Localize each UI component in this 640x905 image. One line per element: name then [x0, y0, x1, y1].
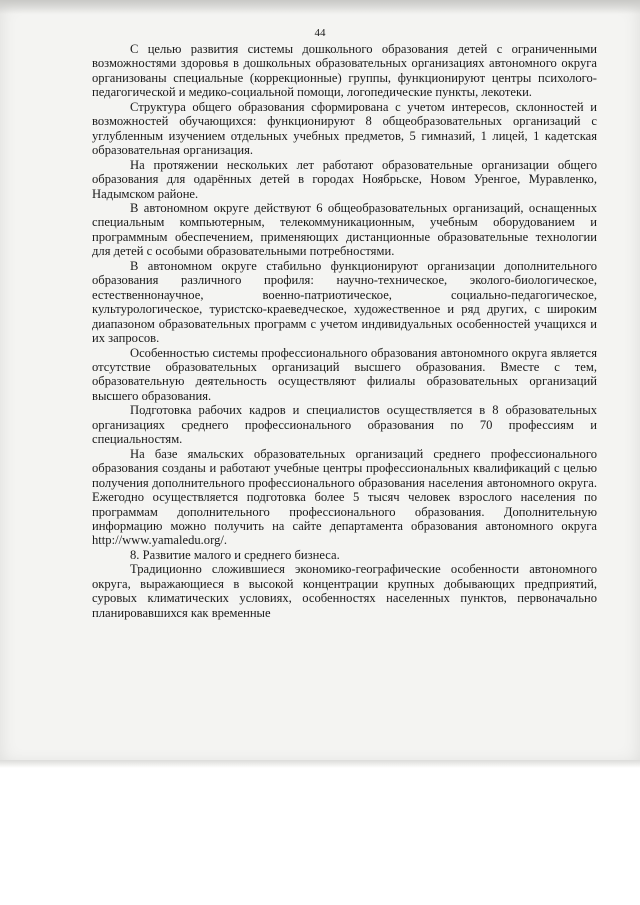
scan-bottom-edge [0, 760, 640, 768]
paragraph-workforce-training: Подготовка рабочих кадров и специалистов осуществляется в 8 образовательных организациях среднего профессионального образования по 70 профессиям и специальностям. [92, 403, 597, 447]
paragraph-economic-geography: Традиционно сложившиеся экономико-географические особенности автономного округа, выражающиеся в высокой концентрации крупных добывающих предприятий, суровых климатических условиях, особенностях населенных пунктов, первоначально планировавшихся как временные [92, 562, 597, 620]
paragraph-gifted-children: На протяжении нескольких лет работают образовательные организации общего образования для одарённых детей в городах Ноябрьске, Новом Уренгое, Муравленко, Надымском районе. [92, 157, 597, 201]
paragraph-qualification-centers: На базе ямальских образовательных организаций среднего профессионального образования созданы и работают учебные центры профессиональных квалификаций с целью получения дополнительного профессионального образования населения автономного округа. Ежегодно осуществляется подготовка более 5 тысяч человек взрослого населения по программам дополнительного профессионального образования. Дополнительную информацию можно получить на сайте департамента образования автономного округа http://www.yamaledu.org/. [92, 446, 597, 548]
paragraph-general-education-structure: Структура общего образования сформирована с учетом интересов, склонностей и возможностей обучающихся: функционируют 8 общеобразовательных организаций с углубленным изучением отдельных учебных предметов, 5 гимназий, 1 лицей, 1 кадетская образовательная организация. [92, 99, 597, 158]
page-number: 44 [314, 27, 326, 39]
scan-shadow-top [0, 0, 640, 14]
paragraph-preschool-education: С целью развития системы дошкольного образования детей с ограниченными возможностями здоровья в дошкольных образовательных организациях автономного округа организованы специальные (коррекционные) группы, функционируют центры психолого-педагогической и медико-социальной помощи, логопедические пункты, лекотеки. [92, 42, 597, 100]
document-body [92, 42, 597, 620]
paragraph-additional-education: В автономном округе стабильно функционируют организации дополнительного образования различного профиля: научно-техническое, эколого-биологическое, естественнонаучное, военно-патриотическое, социально-педагогическое, культурологическое, туристско-краеведческое, художественное и ряд других, с широким диапазоном образовательных программ с учетом индивидуальных особенностей учащихся и их запросов. [92, 258, 597, 346]
section-heading-small-business: 8. Развитие малого и среднего бизнеса. [130, 547, 340, 562]
paragraph-professional-education: Особенностью системы профессионального образования автономного округа является отсутствие образовательных организаций высшего образования. Вместе с тем, образовательную деятельность осуществляют филиалы образовательных организаций высшего образования. [92, 345, 597, 403]
paragraph-distance-learning: В автономном округе действуют 6 общеобразовательных организаций, оснащенных специальным компьютерным, телекоммуникационным, учебным оборудованием и программным обеспечением, применяющих дистанционные образовательные технологии для детей с особыми образовательными потребностями. [92, 200, 597, 259]
